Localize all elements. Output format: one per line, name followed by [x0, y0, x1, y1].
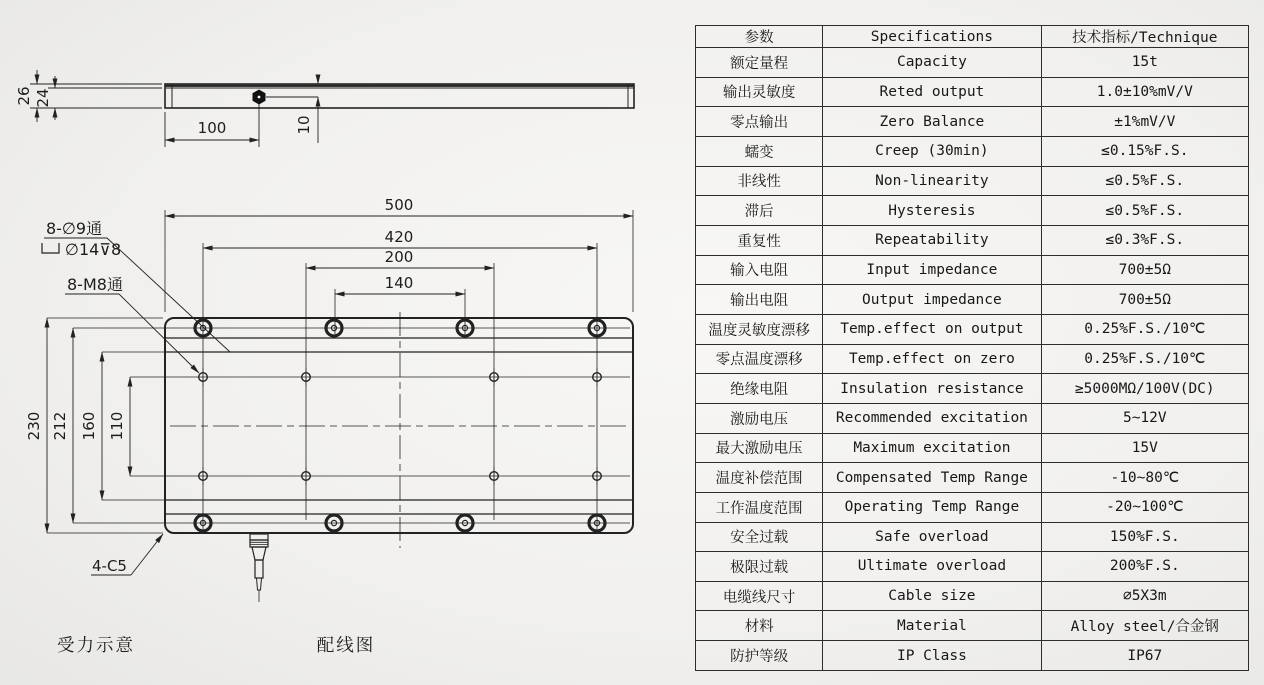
spec-cell-name: Material	[823, 611, 1041, 641]
dim-200-label: 200	[384, 248, 414, 266]
spec-cell-param: 零点温度漂移	[696, 344, 823, 374]
spec-cell-value: -10~80℃	[1041, 463, 1248, 493]
spec-cell-value: Alloy steel/合金钢	[1041, 611, 1248, 641]
chamfer-note: 4-C5	[92, 557, 127, 575]
spec-cell-param: 防护等级	[696, 641, 823, 671]
mounting-bolt-icon	[253, 90, 266, 105]
caption-force-diagram: 受力示意	[57, 636, 135, 656]
dim-10-label: 10	[295, 115, 313, 135]
dim-24-label: 24	[34, 88, 52, 108]
spec-cell-value: ∅5X3m	[1041, 581, 1248, 611]
spec-cell-value: ≤0.15%F.S.	[1041, 136, 1248, 166]
spec-cell-param: 最大激励电压	[696, 433, 823, 463]
spec-cell-name: Safe overload	[823, 522, 1041, 552]
spec-header-value: 技术指标/Technique	[1041, 26, 1248, 48]
tapped-hole-note: 8-M8通	[67, 275, 123, 294]
spec-row	[696, 433, 1249, 463]
dim-212-label: 212	[51, 411, 69, 441]
spec-cell-name: Capacity	[823, 48, 1041, 78]
spec-cell-value: -20~100℃	[1041, 492, 1248, 522]
spec-row	[696, 285, 1249, 315]
spec-cell-name: Cable size	[823, 581, 1041, 611]
dim-110-label: 110	[108, 411, 126, 441]
spec-cell-name: Temp.effect on output	[823, 314, 1041, 344]
spec-row	[696, 107, 1249, 137]
spec-cell-value: IP67	[1041, 641, 1248, 671]
spec-row	[696, 314, 1249, 344]
spec-cell-param: 蠕变	[696, 136, 823, 166]
spec-cell-name: Insulation resistance	[823, 374, 1041, 404]
dim-26-label: 26	[15, 86, 33, 106]
spec-cell-name: Creep (30min)	[823, 136, 1041, 166]
spec-table-body	[696, 48, 1249, 671]
spec-cell-name: Output impedance	[823, 285, 1041, 315]
spec-cell-name: Input impedance	[823, 255, 1041, 285]
spec-header-spec: Specifications	[823, 26, 1041, 48]
dim-100-label: 100	[197, 119, 227, 137]
spec-cell-param: 材料	[696, 611, 823, 641]
spec-cell-param: 输出电阻	[696, 285, 823, 315]
spec-row	[696, 48, 1249, 78]
dim-500-label: 500	[384, 196, 414, 214]
spec-cell-param: 输入电阻	[696, 255, 823, 285]
spec-row	[696, 166, 1249, 196]
spec-cell-value: 15t	[1041, 48, 1248, 78]
spec-row	[696, 581, 1249, 611]
spec-cell-name: Compensated Temp Range	[823, 463, 1041, 493]
spec-cell-param: 温度灵敏度漂移	[696, 314, 823, 344]
spec-row	[696, 611, 1249, 641]
spec-cell-value: 150%F.S.	[1041, 522, 1248, 552]
counterbore-symbol-icon	[42, 243, 59, 253]
spec-row	[696, 641, 1249, 671]
spec-row	[696, 374, 1249, 404]
spec-row	[696, 522, 1249, 552]
spec-cell-value: ≤0.5%F.S.	[1041, 166, 1248, 196]
spec-cell-name: IP Class	[823, 641, 1041, 671]
spec-cell-name: Repeatability	[823, 225, 1041, 255]
spec-row	[696, 255, 1249, 285]
dim-230-label: 230	[25, 411, 43, 441]
spec-cell-value: 0.25%F.S./10℃	[1041, 314, 1248, 344]
spec-cell-name: Operating Temp Range	[823, 492, 1041, 522]
spec-cell-value: ±1%mV/V	[1041, 107, 1248, 137]
spec-cell-name: Recommended excitation	[823, 403, 1041, 433]
dim-420-label: 420	[384, 228, 414, 246]
counterbore-note: ∅14⊽8	[65, 240, 122, 259]
spec-row	[696, 225, 1249, 255]
spec-cell-param: 安全过载	[696, 522, 823, 552]
spec-cell-value: ≤0.5%F.S.	[1041, 196, 1248, 226]
spec-cell-value: ≤0.3%F.S.	[1041, 225, 1248, 255]
spec-cell-param: 极限过载	[696, 552, 823, 582]
spec-cell-value: 700±5Ω	[1041, 285, 1248, 315]
spec-cell-param: 绝缘电阻	[696, 374, 823, 404]
spec-table	[695, 25, 1249, 671]
spec-cell-value: 15V	[1041, 433, 1248, 463]
spec-cell-name: Ultimate overload	[823, 552, 1041, 582]
spec-cell-param: 工作温度范围	[696, 492, 823, 522]
spec-cell-param: 输出灵敏度	[696, 77, 823, 107]
spec-cell-name: Hysteresis	[823, 196, 1041, 226]
spec-cell-param: 激励电压	[696, 403, 823, 433]
spec-cell-param: 重复性	[696, 225, 823, 255]
plan-view	[25, 196, 633, 602]
spec-cell-value: 200%F.S.	[1041, 552, 1248, 582]
spec-header-row	[696, 26, 1249, 48]
through-hole-note: 8-∅9通	[46, 219, 103, 238]
side-view	[15, 70, 634, 147]
dim-160-label: 160	[80, 411, 98, 441]
spec-header-param: 参数	[696, 26, 823, 48]
spec-row	[696, 136, 1249, 166]
spec-cell-param: 温度补偿范围	[696, 463, 823, 493]
spec-cell-param: 零点输出	[696, 107, 823, 137]
spec-row	[696, 196, 1249, 226]
spec-cell-name: Temp.effect on zero	[823, 344, 1041, 374]
spec-row	[696, 344, 1249, 374]
spec-cell-name: Maximum excitation	[823, 433, 1041, 463]
spec-cell-value: 0.25%F.S./10℃	[1041, 344, 1248, 374]
spec-cell-param: 电缆线尺寸	[696, 581, 823, 611]
cable-connector	[250, 534, 268, 602]
spec-cell-param: 滞后	[696, 196, 823, 226]
spec-cell-value: 700±5Ω	[1041, 255, 1248, 285]
spec-row	[696, 403, 1249, 433]
spec-cell-value: 5~12V	[1041, 403, 1248, 433]
dim-140-label: 140	[384, 274, 414, 292]
spec-row	[696, 77, 1249, 107]
spec-cell-name: Reted output	[823, 77, 1041, 107]
spec-cell-value: ≥5000MΩ/100V(DC)	[1041, 374, 1248, 404]
caption-wiring-diagram: 配线图	[316, 636, 376, 656]
spec-cell-name: Non-linearity	[823, 166, 1041, 196]
spec-row	[696, 463, 1249, 493]
spec-cell-value: 1.0±10%mV/V	[1041, 77, 1248, 107]
spec-cell-param: 非线性	[696, 166, 823, 196]
spec-cell-name: Zero Balance	[823, 107, 1041, 137]
spec-row	[696, 492, 1249, 522]
spec-table-container	[695, 25, 1249, 671]
spec-row	[696, 552, 1249, 582]
spec-cell-param: 额定量程	[696, 48, 823, 78]
